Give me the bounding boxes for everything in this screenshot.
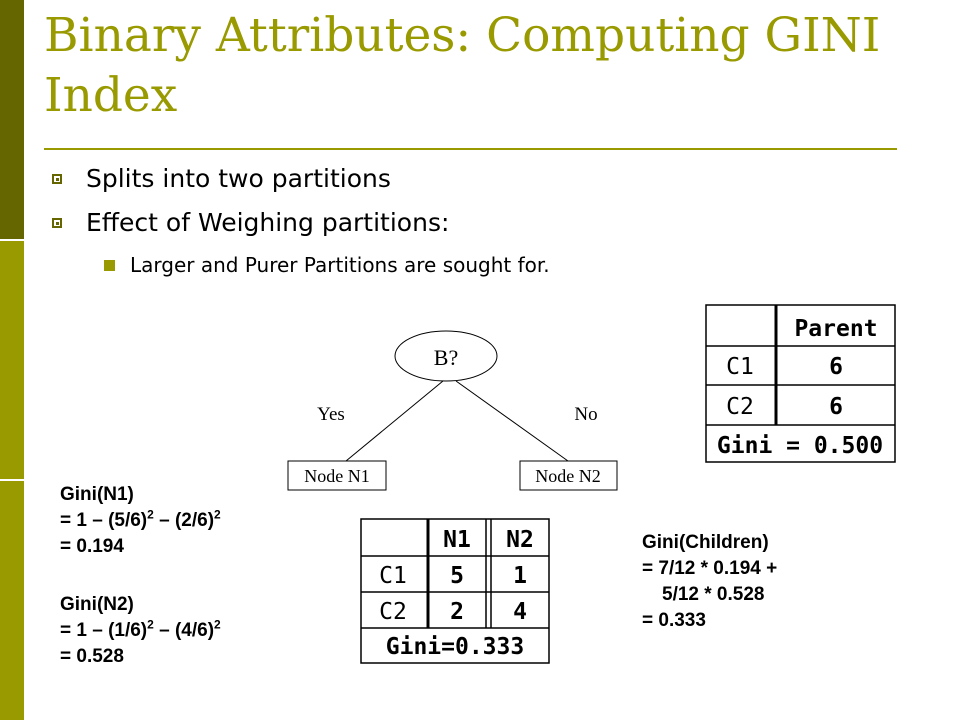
gini-n2-formula [60, 592, 221, 670]
gini-children-line1: Gini(Children) [642, 532, 769, 553]
gini-n1-line3: = 0.194 [60, 536, 124, 557]
children-table [361, 519, 549, 663]
parent-row-c1-label: C1 [726, 354, 754, 380]
children-row-c2-n1: 2 [450, 599, 464, 625]
children-header-n1: N1 [443, 527, 471, 553]
children-row-c1-label: C1 [379, 563, 407, 589]
parent-row-c2-value: 6 [829, 394, 843, 420]
bullet-text: Effect of Weighing partitions: [86, 208, 450, 237]
parent-gini: Gini = 0.500 [716, 433, 884, 459]
children-row-c2-n2: 4 [513, 599, 527, 625]
gini-children-line3: 5/12 * 0.528 [662, 584, 765, 605]
children-gini: Gini=0.333 [385, 634, 525, 660]
gini-children-formula [642, 530, 777, 634]
sub-bullet-text: Larger and Purer Partitions are sought for. [130, 253, 550, 277]
no-branch-label: No [574, 404, 598, 425]
gini-n1-formula [60, 482, 221, 560]
gini-n2-line2: = $1 - (1/6)^2 - (4/6)^2$ [60, 617, 221, 641]
bullet-text: Splits into two partitions [86, 164, 391, 193]
children-row-c2-label: C2 [379, 599, 407, 625]
gini-n1-line2: = $1 - (5/6)^2 - (2/6)^2$ [60, 507, 221, 531]
no-branch-line [456, 381, 568, 461]
yes-branch-line [346, 381, 443, 461]
parent-header: Parent [794, 316, 878, 342]
parent-row-c1-value: 6 [829, 354, 843, 380]
gini-children-line2: = 7/12 * 0.194 + [642, 558, 778, 579]
gini-n2-line1: Gini(N2) [60, 594, 134, 615]
root-node-label: B? [433, 345, 459, 370]
yes-branch-label: Yes [317, 404, 345, 425]
children-row-c1-n2: 1 [513, 563, 527, 589]
children-row-c1-n1: 5 [450, 563, 464, 589]
gini-children-line4: = 0.333 [642, 610, 706, 631]
parent-table [706, 305, 895, 462]
children-header-n2: N2 [506, 527, 534, 553]
node-n1-label: Node N1 [304, 466, 370, 486]
slide-title: Binary Attributes: Computing GINI Index [44, 8, 881, 123]
gini-n2-line3: = 0.528 [60, 646, 124, 667]
node-n2-label: Node N2 [535, 466, 601, 486]
parent-row-c2-label: C2 [726, 394, 754, 420]
gini-n1-line1: Gini(N1) [60, 484, 134, 505]
